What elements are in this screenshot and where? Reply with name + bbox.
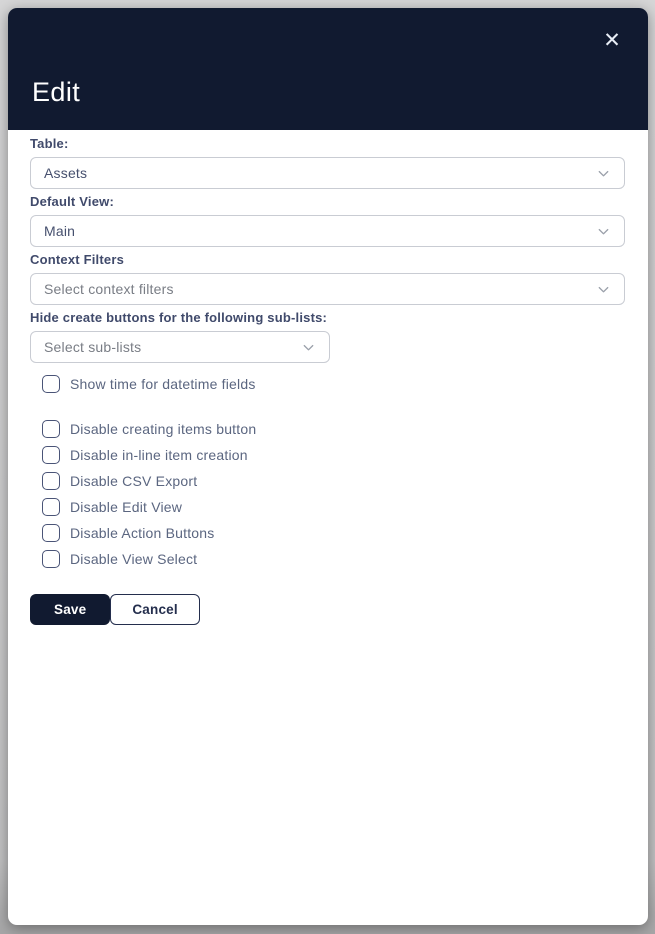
disable-view-select-label: Disable View Select: [70, 551, 198, 567]
dialog-actions: [30, 594, 625, 625]
default-view-select[interactable]: [30, 215, 625, 247]
sub-lists-select[interactable]: [30, 331, 330, 363]
table-label: Table:: [30, 136, 69, 151]
table-select-value: Assets: [44, 165, 88, 181]
disable-creating-items-row: [42, 420, 625, 438]
disable-view-select-row: [42, 550, 625, 568]
edit-dialog: [8, 8, 648, 925]
save-button[interactable]: Save: [30, 594, 110, 625]
table-select[interactable]: [30, 157, 625, 189]
chevron-down-icon: [596, 224, 611, 239]
disable-inline-creation-row: [42, 446, 625, 464]
show-time-row: [42, 375, 625, 393]
chevron-down-icon: [301, 340, 316, 355]
disable-action-buttons-row: [42, 524, 625, 542]
chevron-down-icon: [596, 282, 611, 297]
disable-csv-export-label: Disable CSV Export: [70, 473, 198, 489]
hide-create-buttons-label: Hide create buttons for the following sub-lists:: [30, 310, 328, 325]
disable-creating-items-checkbox[interactable]: [42, 420, 60, 438]
disable-edit-view-label: Disable Edit View: [70, 499, 183, 515]
sub-lists-placeholder: Select sub-lists: [44, 339, 142, 355]
disable-action-buttons-checkbox[interactable]: [42, 524, 60, 542]
disable-options-group: [30, 420, 625, 568]
disable-action-buttons-label: Disable Action Buttons: [70, 525, 215, 541]
disable-view-select-checkbox[interactable]: [42, 550, 60, 568]
dialog-title: Edit: [32, 77, 81, 107]
disable-csv-export-row: [42, 472, 625, 490]
show-time-label: Show time for datetime fields: [70, 376, 256, 392]
disable-csv-export-checkbox[interactable]: [42, 472, 60, 490]
context-filters-placeholder: Select context filters: [44, 281, 174, 297]
dialog-body: [8, 130, 648, 625]
disable-inline-creation-label: Disable in-line item creation: [70, 447, 248, 463]
chevron-down-icon: [596, 166, 611, 181]
disable-edit-view-row: [42, 498, 625, 516]
disable-creating-items-label: Disable creating items button: [70, 421, 257, 437]
show-time-checkbox[interactable]: [42, 375, 60, 393]
dialog-header: [8, 8, 648, 130]
default-view-label: Default View:: [30, 194, 114, 209]
default-view-select-value: Main: [44, 223, 76, 239]
disable-inline-creation-checkbox[interactable]: [42, 446, 60, 464]
context-filters-select[interactable]: [30, 273, 625, 305]
close-icon[interactable]: ✕: [598, 26, 626, 54]
cancel-button[interactable]: Cancel: [110, 594, 199, 625]
disable-edit-view-checkbox[interactable]: [42, 498, 60, 516]
context-filters-label: Context Filters: [30, 252, 125, 267]
